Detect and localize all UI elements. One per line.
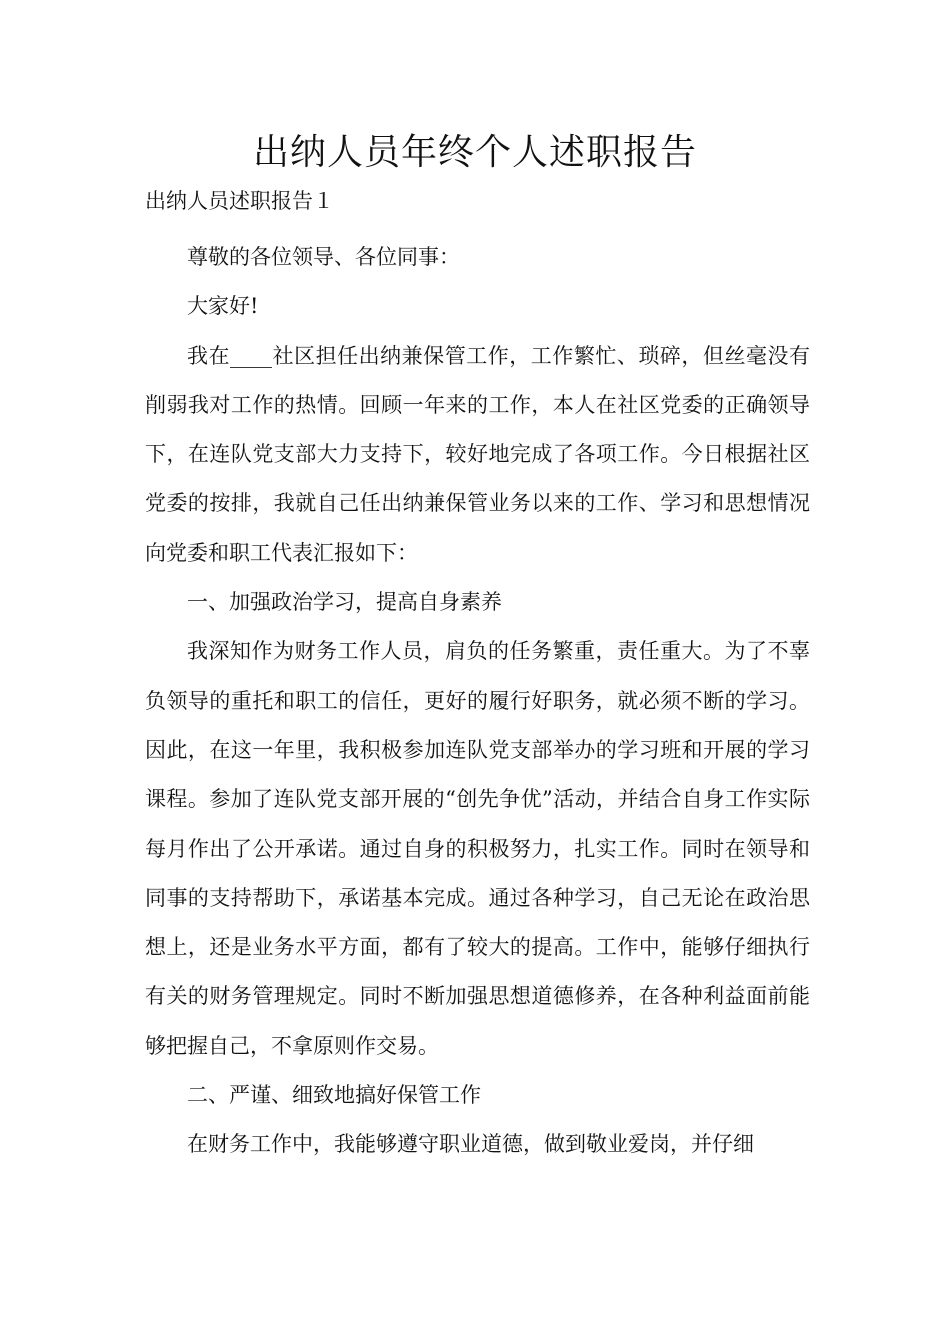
document-title: 出纳人员年终个人述职报告 [252, 132, 697, 173]
paragraph-salutation: 大家好! [187, 294, 259, 319]
paragraph-section-2: 在财务工作中，我能够遵守职业道德，做到敬业爱岗，并仔细 [187, 1132, 754, 1157]
section-heading-1: 一、加强政治学习，提高自身素养 [187, 590, 502, 615]
paragraph-greeting: 尊敬的各位领导、各位同事： [187, 245, 460, 269]
paragraph-section-1: 我深知作为财务工作人员，肩负的任务繁重，责任重大。为了不辜负领导的重托和职工的信任，更好的履行好职务，就必须不断的学习。因此，在这一年里，我积极参加连队党支部举办的学习班和开展的学习课程。参加了连队党支部开展的“创先争优”活动，并结合自身工作实际每月作出了公开承诺。通过自身的积极努力，扎实工作。同时在领导和同事的支持帮助下，承诺基本完成。通过各种学习，自己无论在政治思想上，还是业务水平方面，都有了较大的提高。工作中，能够仔细执行有关的财务管理规定。同时不断加强思想道德修养，在各种利益面前能够把握自己，不拿原则作交易。 [145, 639, 810, 1058]
document-subtitle: 出纳人员述职报告１ [145, 189, 334, 213]
paragraph-intro: 我在____社区担任出纳兼保管工作，工作繁忙、琐碎，但丝毫没有削弱我对工作的热情。回顾一年来的工作，本人在社区党委的正确领导下，在连队党支部大力支持下，较好地完成了各项工作。今日根据社区党委的按排，我就自己任出纳兼保管业务以来的工作、学习和思想情况向党委和职工代表汇报如下： [145, 343, 810, 565]
section-heading-2: 二、严谨、细致地搞好保管工作 [187, 1083, 481, 1108]
document-body [145, 233, 810, 1170]
